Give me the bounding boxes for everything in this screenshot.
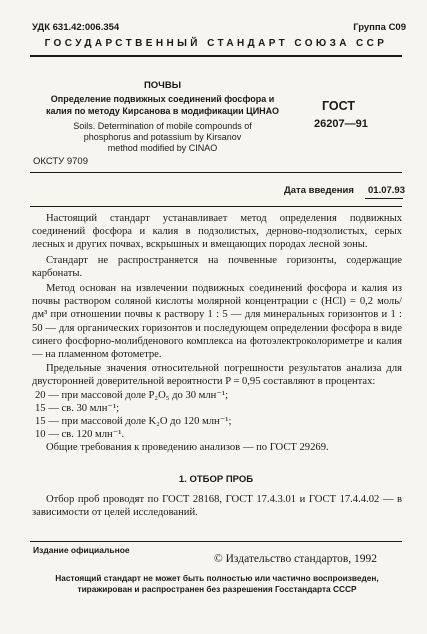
body — [32, 212, 402, 455]
section-text: Отбор проб проводят по ГОСТ 28168, ГОСТ 17.4.3.01 и ГОСТ 17.4.4.02 — в зависимости от целей исследований. — [32, 494, 402, 519]
title-en-line-2: phosphorus and potassium by Kirsanov — [83, 131, 242, 142]
list-item: 15 — при массовой доле K₂O до 120 млн⁻¹; — [35, 416, 232, 428]
list-item: 10 — св. 120 млн⁻¹. — [35, 429, 125, 441]
title-en-line-3: method modified by CINAO — [107, 142, 218, 153]
date-underline — [365, 198, 403, 199]
official-edition: Издание официальное — [33, 545, 130, 555]
title-ru-line-1: Определение подвижных соединений фосфора и — [50, 94, 275, 104]
title-en — [30, 121, 295, 153]
standard-title: ГОСУДАРСТВЕННЫЙ СТАНДАРТ СОЮЗА ССР — [44, 38, 388, 49]
udk-code: УДК 631.42:006.354 — [32, 22, 120, 33]
header-divider — [30, 55, 402, 57]
group-code: Группа С09 — [353, 22, 406, 33]
paragraph-exclusion: Стандарт не распространяется на почвенные горизонты, содержащие карбонаты. — [32, 254, 402, 279]
paragraph-error-limits: Предельные значения относительной погрешности результатов анализа для двусторонней доверительной вероятности P = 0,95 составляют в процентах: — [32, 363, 402, 388]
gost-label: ГОСТ — [322, 99, 355, 113]
title-en-line-1: Soils. Determination of mobile compounds of — [73, 121, 252, 131]
list-item: 20 — при массовой доле P₂O₅ до 30 млн⁻¹; — [35, 389, 229, 401]
section-heading: 1. ОТБОР ПРОБ — [178, 474, 254, 485]
paragraph-general-requirements: Общие требования к проведению анализов — по ГОСТ 29269. — [46, 442, 329, 454]
okstu-code: ОКСТУ 9709 — [33, 156, 88, 167]
list-item: 15 — св. 30 млн⁻¹; — [35, 402, 120, 414]
paragraph-scope: Настоящий стандарт устанавливает метод определения подвижных соединений фосфора и калия в подзолистых, дерново-подзолистых, серых лесных и других почвах, вскрышных и вмещающих породах лесной зоны. — [32, 213, 402, 251]
paragraph-method: Метод основан на извлечении подвижных соединений фосфора и калия из почвы раствором соляной кислоты молярной концентрации с (HCl) = 0,2 моль/дм³ при отношении почвы к раствору 1 : 5 — для минеральных горизонтов и 1 : 50 — для органических горизонтов и последующем определении фосфора в виде синего фосфорно-молибденового комплекса на фотоэлектроколориметре и калия — на пламенном фотометре. — [32, 283, 402, 361]
date-value: 01.07.93 — [368, 185, 405, 196]
notice-line-2: тиражирован и распространен без разрешения Госстандарта СССР — [77, 584, 357, 594]
reproduction-notice — [22, 573, 412, 595]
footer-divider — [30, 541, 402, 542]
copyright: © Издательство стандартов, 1992 — [214, 553, 378, 565]
title-ru — [30, 94, 295, 117]
title-ru-line-2: калия по методу Кирсанова в модификации ЦИНАО — [45, 105, 280, 116]
date-divider — [30, 206, 402, 207]
notice-line-1: Настоящий стандарт не может быть полностью или частично воспроизведен, — [55, 573, 379, 583]
subject-title: ПОЧВЫ — [143, 80, 182, 91]
gost-number: 26207—91 — [314, 118, 368, 130]
date-label: Дата введения — [284, 185, 354, 196]
title-divider — [30, 172, 402, 173]
error-limits-list — [32, 389, 402, 442]
